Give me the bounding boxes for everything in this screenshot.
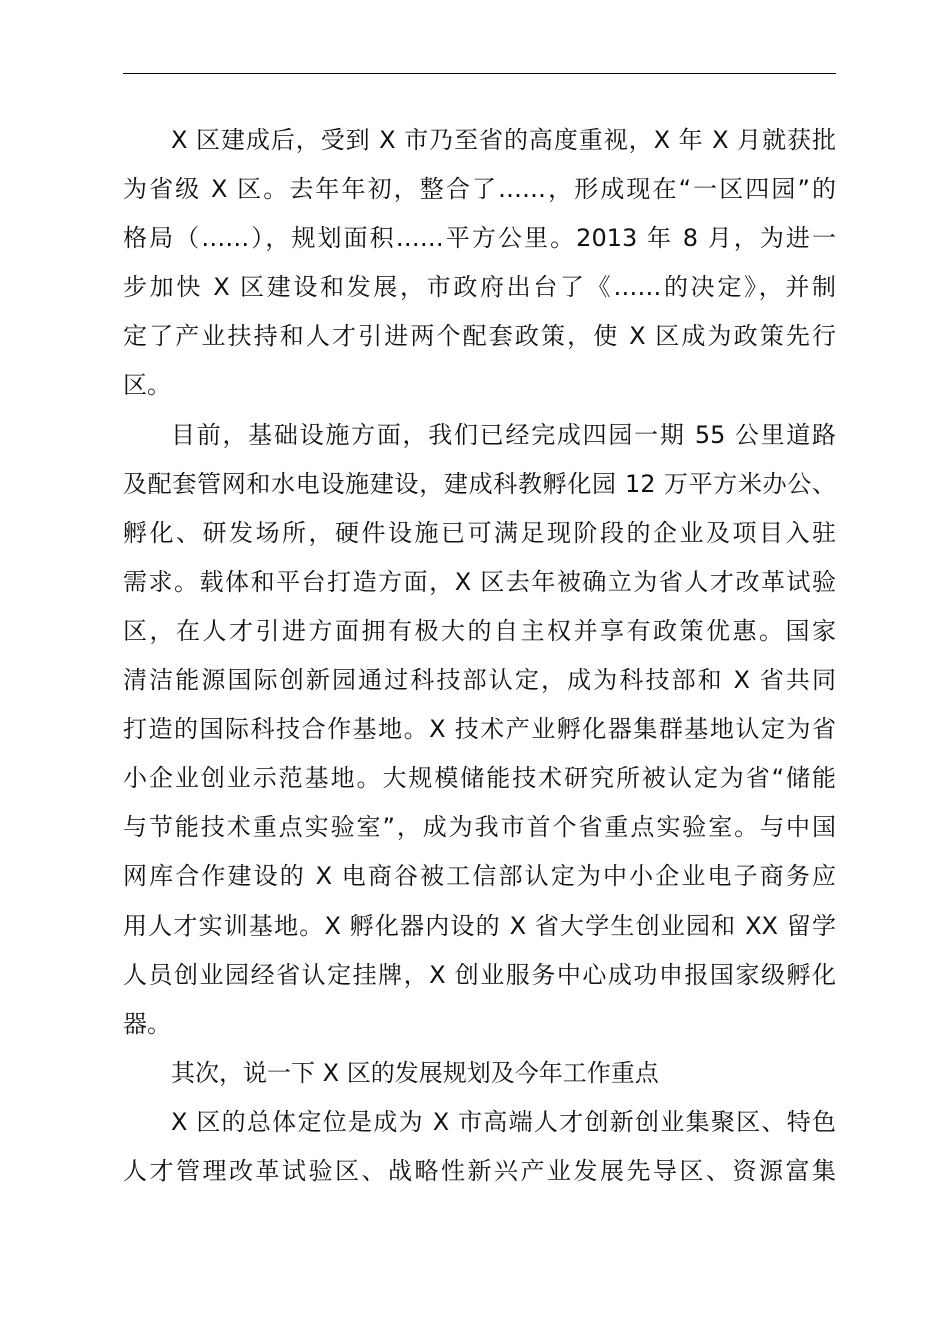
text-line: 清洁能源国际创新园通过科技部认定，成为科技部和 X 省共同 — [123, 666, 836, 695]
text-line: 人员创业园经省认定挂牌，X 创业服务中心成功申报国家级孵化 — [123, 960, 836, 989]
text-line: 区。 — [123, 371, 171, 400]
text-line: X 区建成后，受到 X 市乃至省的高度重视，X 年 X 月就获批 — [171, 126, 836, 154]
text-line: 人才管理改革试验区、战略性新兴产业发展先导区、资源富集 — [123, 1156, 836, 1185]
text-line: 格局（……），规划面积……平方公里。2013 年 8 月，为进一 — [123, 224, 836, 253]
text-line: 为省级 X 区。去年年初，整合了……，形成现在“一区四园”的 — [123, 175, 836, 204]
text-line: 打造的国际科技合作基地。X 技术产业孵化器集群基地认定为省 — [123, 715, 836, 744]
text-line: 及配套管网和水电设施建设，建成科教孵化园 12 万平方米办公、 — [123, 469, 836, 498]
text-line: 小企业创业示范基地。大规模储能技术研究所被认定为省“储能 — [123, 764, 836, 793]
header-rule — [123, 73, 836, 74]
text-line: 定了产业扶持和人才引进两个配套政策，使 X 区成为政策先行 — [123, 322, 836, 351]
text-line: X 区的总体定位是成为 X 市高端人才创新创业集聚区、特色 — [171, 1107, 836, 1136]
text-line: 用人才实训基地。X 孵化器内设的 X 省大学生创业园和 XX 留学 — [123, 911, 836, 940]
body-text — [123, 116, 836, 1196]
text-line: 与节能技术重点实验室”，成为我市首个省重点实验室。与中国 — [123, 813, 836, 842]
text-line: 区，在人才引进方面拥有极大的自主权并享有政策优惠。国家 — [123, 616, 836, 645]
text-line: 网库合作建设的 X 电商谷被工信部认定为中小企业电子商务应 — [123, 862, 836, 891]
text-line: 其次，说一下 X 区的发展规划及今年工作重点 — [171, 1058, 659, 1087]
text-line: 器。 — [123, 1009, 171, 1038]
text-line: 目前，基础设施方面，我们已经完成四园一期 55 公里道路 — [171, 420, 836, 449]
text-line: 需求。载体和平台打造方面，X 区去年被确立为省人才改革试验 — [123, 567, 836, 596]
text-line: 步加快 X 区建设和发展，市政府出台了《……的决定》，并制 — [123, 273, 836, 302]
text-line: 孵化、研发场所，硬件设施已可满足现阶段的企业及项目入驻 — [123, 518, 836, 547]
